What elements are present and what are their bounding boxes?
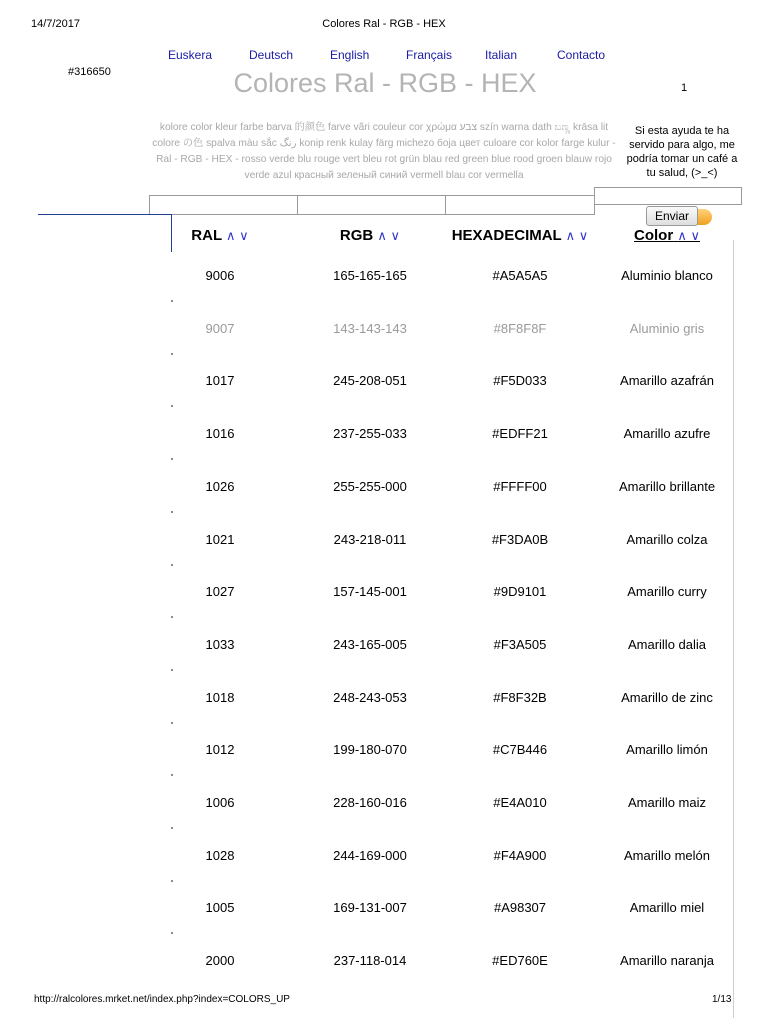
cell-ral: 1012 — [205, 742, 235, 757]
row-separator-dot — [171, 774, 173, 776]
nav-link-euskera[interactable]: Euskera — [168, 48, 213, 62]
cell-color-name: Amarillo azufre — [623, 426, 711, 441]
table-row — [0, 268, 768, 292]
filter-ral-input[interactable] — [149, 195, 299, 215]
cell-ral: 1026 — [205, 479, 235, 494]
page-counter: 1 — [681, 82, 688, 94]
cell-hex: #F3DA0B — [491, 532, 549, 547]
cell-hex: #F8F32B — [493, 690, 547, 705]
cell-rgb: 143-143-143 — [333, 321, 407, 336]
table-row — [0, 900, 768, 924]
cell-ral: 9006 — [205, 268, 235, 283]
column-header-color — [600, 227, 734, 244]
table-row — [0, 321, 768, 345]
column-header-ral — [150, 227, 290, 244]
cell-rgb: 244-169-000 — [333, 848, 407, 863]
table-row — [0, 532, 768, 556]
filter-hex-input[interactable] — [445, 195, 595, 215]
row-separator-dot — [171, 353, 173, 355]
column-header-label: RAL — [191, 227, 222, 244]
row-separator-dot — [171, 932, 173, 934]
cell-color-name: Amarillo melón — [624, 848, 710, 863]
cell-ral: 1021 — [205, 532, 235, 547]
column-header-label: HEXADECIMAL — [451, 227, 562, 244]
cell-rgb: 169-131-007 — [333, 900, 407, 915]
cell-color-name: Amarillo azafrán — [620, 373, 714, 388]
table-row — [0, 953, 768, 977]
cell-ral: 1018 — [205, 690, 235, 705]
cell-hex: #9D9101 — [493, 584, 547, 599]
column-header-label: RGB — [339, 227, 374, 244]
cell-color-name: Aluminio gris — [629, 321, 705, 336]
nav-link-english[interactable]: English — [330, 48, 370, 62]
color-code-label: #316650 — [68, 66, 111, 78]
cell-rgb: 199-180-070 — [333, 742, 407, 757]
cell-hex: #ED760E — [492, 953, 548, 968]
cell-ral: 1028 — [205, 848, 235, 863]
cell-rgb: 245-208-051 — [333, 373, 407, 388]
nav-link-francais[interactable]: Français — [406, 48, 453, 62]
cell-hex: #E4A010 — [493, 795, 547, 810]
column-header-label: Color — [634, 227, 674, 244]
cell-hex: #C7B446 — [492, 742, 548, 757]
cell-color-name: Amarillo curry — [627, 584, 707, 599]
sort-arrows[interactable]: ∧ ∨ — [226, 228, 249, 243]
cell-rgb: 243-165-005 — [333, 637, 407, 652]
table-row — [0, 584, 768, 608]
cell-ral: 2000 — [205, 953, 235, 968]
row-separator-dot — [171, 300, 173, 302]
cell-ral: 1005 — [205, 900, 235, 915]
row-separator-dot — [171, 827, 173, 829]
sort-arrows[interactable]: ∧ ∨ — [377, 228, 401, 243]
row-separator-dot — [171, 880, 173, 882]
nav-link-deutsch[interactable]: Deutsch — [249, 48, 294, 62]
print-date: 14/7/2017 — [31, 18, 80, 30]
divider-line — [38, 214, 171, 215]
table-row — [0, 742, 768, 766]
nav-link-italian[interactable]: Italian — [485, 48, 518, 62]
cell-color-name: Amarillo miel — [629, 900, 705, 915]
cell-rgb: 255-255-000 — [333, 479, 407, 494]
table-row — [0, 373, 768, 397]
cell-hex: #8F8F8F — [493, 321, 547, 336]
sort-arrows[interactable]: ∧ ∨ — [565, 228, 589, 243]
send-button[interactable]: Enviar — [646, 206, 698, 226]
row-separator-dot — [171, 564, 173, 566]
nav-link-contacto[interactable]: Contacto — [557, 48, 606, 62]
cell-rgb: 243-218-011 — [333, 532, 407, 547]
cell-rgb: 237-255-033 — [333, 426, 407, 441]
translations-text: kolore color kleur farbe barva 的颜色 farve vãri couleur cor χρώμα צבע szín warna dath ಬಣ್ಣ krāsa lit colore の色 spalva màu sắc رنگ konip renk kulay färg michezo боја цвет culoare cor kolor farge kulur - Ral - RGB - HEX - rosso verde blu rouge vert bleu rot grün blau red green blue rood groen blauw rojo verde azul красный зеленый синий vermell blau cor vermella — [152, 122, 616, 181]
row-separator-dot — [171, 405, 173, 407]
cell-rgb: 248-243-053 — [333, 690, 407, 705]
cell-color-name: Amarillo naranja — [620, 953, 714, 968]
row-separator-dot — [171, 511, 173, 513]
cell-color-name: Amarillo dalia — [627, 637, 707, 652]
cell-color-name: Aluminio blanco — [621, 268, 713, 283]
cell-ral: 1033 — [205, 637, 235, 652]
table-row — [0, 479, 768, 503]
cell-rgb: 165-165-165 — [333, 268, 407, 283]
donate-text: Si esta ayuda te ha servido para algo, me podría tomar un café a tu salud, (>_<) — [626, 125, 738, 179]
cell-hex: #A98307 — [493, 900, 547, 915]
cell-rgb: 237-118-014 — [333, 953, 407, 968]
row-separator-dot — [171, 722, 173, 724]
cell-hex: #F4A900 — [493, 848, 547, 863]
cell-hex: #EDFF21 — [492, 426, 548, 441]
donate-form — [646, 206, 698, 226]
cell-ral: 1016 — [205, 426, 235, 441]
cell-rgb: 157-145-001 — [333, 584, 407, 599]
row-separator-dot — [171, 458, 173, 460]
cell-color-name: Amarillo limón — [626, 742, 708, 757]
table-row — [0, 637, 768, 661]
print-url: http://ralcolores.mrket.net/index.php?index=COLORS_UP — [34, 994, 290, 1005]
cell-ral: 1017 — [205, 373, 235, 388]
cell-hex: #A5A5A5 — [492, 268, 548, 283]
cell-ral: 1006 — [205, 795, 235, 810]
column-header-hex — [445, 227, 595, 244]
cell-ral: 9007 — [205, 321, 235, 336]
cell-hex: #FFFF00 — [493, 479, 547, 494]
cell-hex: #F3A505 — [493, 637, 547, 652]
cell-color-name: Amarillo de zinc — [621, 690, 713, 705]
sort-arrows[interactable]: ∧ ∨ — [677, 228, 700, 243]
cell-rgb: 228-160-016 — [333, 795, 407, 810]
donate-input[interactable] — [594, 187, 742, 205]
filter-rgb-input[interactable] — [297, 195, 447, 215]
column-header-rgb — [300, 227, 440, 244]
table-row — [0, 426, 768, 450]
table-row — [0, 795, 768, 819]
cell-color-name: Amarillo brillante — [618, 479, 716, 494]
table-row — [0, 848, 768, 872]
row-separator-dot — [171, 669, 173, 671]
print-page-title: Colores Ral - RGB - HEX — [322, 18, 446, 30]
page-title: Colores Ral - RGB - HEX — [233, 68, 537, 98]
cell-ral: 1027 — [205, 584, 235, 599]
cell-hex: #F5D033 — [493, 373, 547, 388]
cell-color-name: Amarillo maiz — [627, 795, 706, 810]
table-row — [0, 690, 768, 714]
row-separator-dot — [171, 616, 173, 618]
cell-color-name: Amarillo colza — [626, 532, 708, 547]
print-page-number: 1/13 — [712, 994, 732, 1005]
